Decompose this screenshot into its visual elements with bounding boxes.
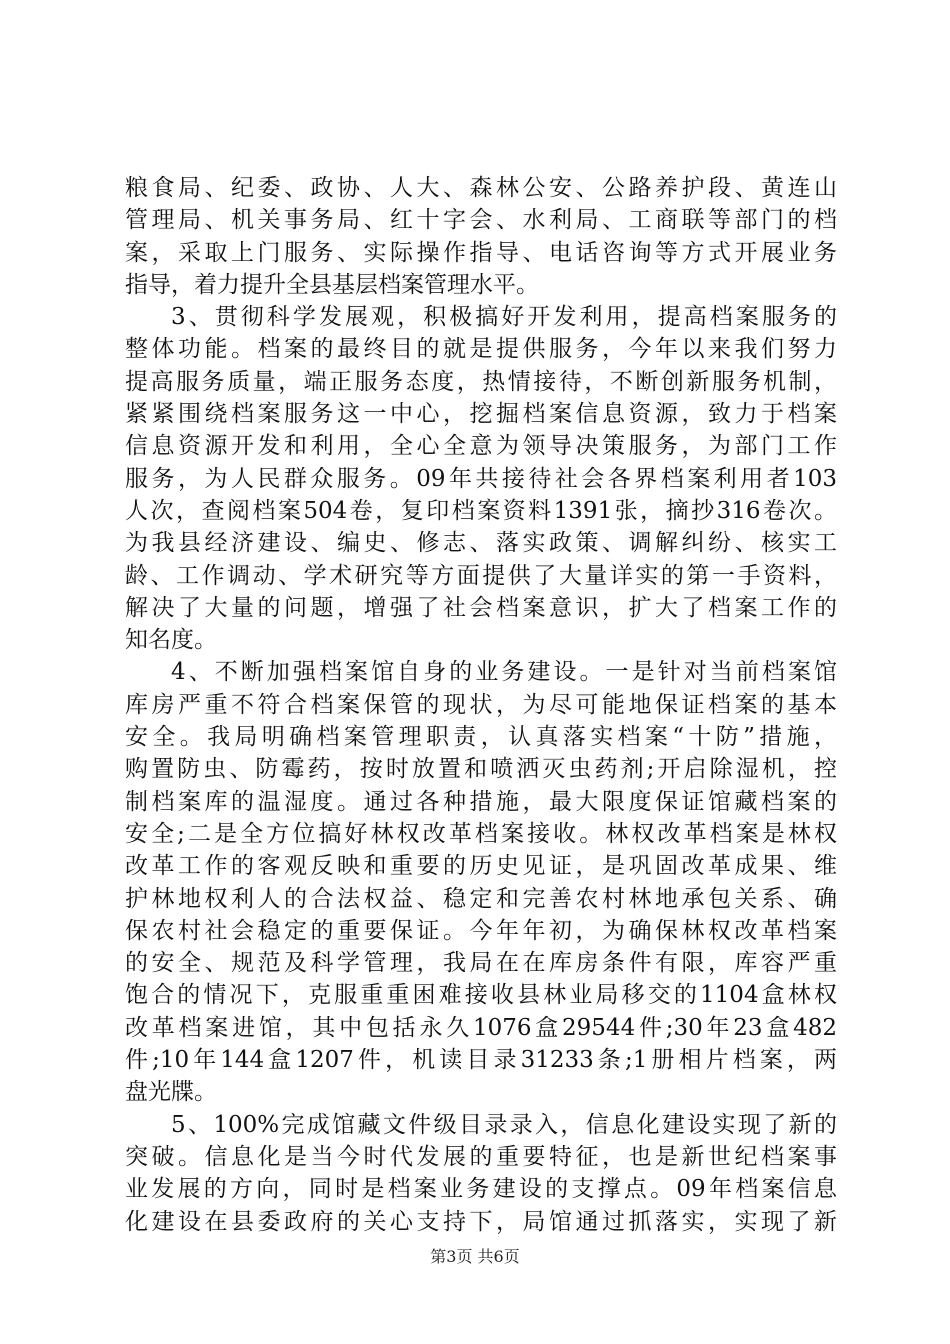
text-line: 管理局、机关事务局、红十字会、水利局、工商联等部门的档 [125,207,837,234]
text-line: 服务，为人民群众服务。09年共接待社会各界档案利用者103 [125,465,837,492]
text-line: 5、100%完成馆藏文件级目录录入，信息化建设实现了新的 [171,1111,837,1138]
text-line: 龄、工作调动、学术研究等方面提供了大量详实的第一手资料， [125,562,837,589]
text-line: 指导，着力提升全县基层档案管理水平。 [125,271,539,298]
text-line: 提高服务质量，端正服务态度，热情接待，不断创新服务机制， [125,368,837,395]
text-line: 的安全、规范及科学管理，我局在在库房条件有限，库容严重 [125,950,837,977]
text-line: 突破。信息化是当今时代发展的重要特征，也是新世纪档案事 [125,1143,837,1170]
text-line: 保农村社会稳定的重要保证。今年年初，为确保林权改革档案 [125,917,837,944]
document-body [125,172,837,1238]
text-line: 改革档案进馆，其中包括永久1076盒29544件;30年23盒482 [125,1014,837,1041]
text-line: 知名度。 [125,627,217,654]
text-line: 为我县经济建设、编史、修志、落实政策、调解纠纷、核实工 [125,530,837,557]
text-line: 4、不断加强档案馆自身的业务建设。一是针对当前档案馆 [171,659,837,686]
text-line: 紧紧围绕档案服务这一中心，挖掘档案信息资源，致力于档案 [125,401,837,428]
text-line: 案，采取上门服务、实际操作指导、电话咨询等方式开展业务 [125,239,837,266]
text-line: 护林地权利人的合法权益、稳定和完善农村林地承包关系、确 [125,885,837,912]
text-line: 饱合的情况下，克服重重困难接收县林业局移交的1104盒林权 [125,982,837,1009]
text-line: 化建设在县委政府的关心支持下，局馆通过抓落实，实现了新 [125,1208,837,1235]
text-line: 制档案库的温湿度。通过各种措施，最大限度保证馆藏档案的 [125,788,837,815]
text-line: 改革工作的客观反映和重要的历史见证，是巩固改革成果、维 [125,853,837,880]
text-line: 库房严重不符合档案保管的现状，为尽可能地保证档案的基本 [125,691,837,718]
text-line: 件;10年144盒1207件，机读目录31233条;1册相片档案，两 [125,1047,837,1074]
text-line: 3、贯彻科学发展观，积极搞好开发利用，提高档案服务的 [171,304,837,331]
page-footer: 第3页 共6页 [430,1247,520,1266]
text-line: 粮食局、纪委、政协、人大、森林公安、公路养护段、黄连山 [125,175,837,201]
text-line: 业发展的方向，同时是档案业务建设的支撑点。09年档案信息 [125,1176,837,1203]
text-line: 信息资源开发和利用，全心全意为领导决策服务，为部门工作 [125,433,837,460]
text-line: 解决了大量的问题，增强了社会档案意识，扩大了档案工作的 [125,594,837,621]
text-line: 盘光牒。 [125,1079,217,1106]
text-line: 购置防虫、防霉药，按时放置和喷洒灭虫药剂;开启除湿机，控 [125,756,837,783]
text-line: 安全;二是全方位搞好林权改革档案接收。林权改革档案是林权 [125,820,837,847]
text-line: 整体功能。档案的最终目的就是提供服务，今年以来我们努力 [125,336,837,363]
text-line: 人次，查阅档案504卷，复印档案资料1391张，摘抄316卷次。 [125,497,837,524]
text-line: 安全。我局明确档案管理职责，认真落实档案“十防”措施， [125,724,837,751]
